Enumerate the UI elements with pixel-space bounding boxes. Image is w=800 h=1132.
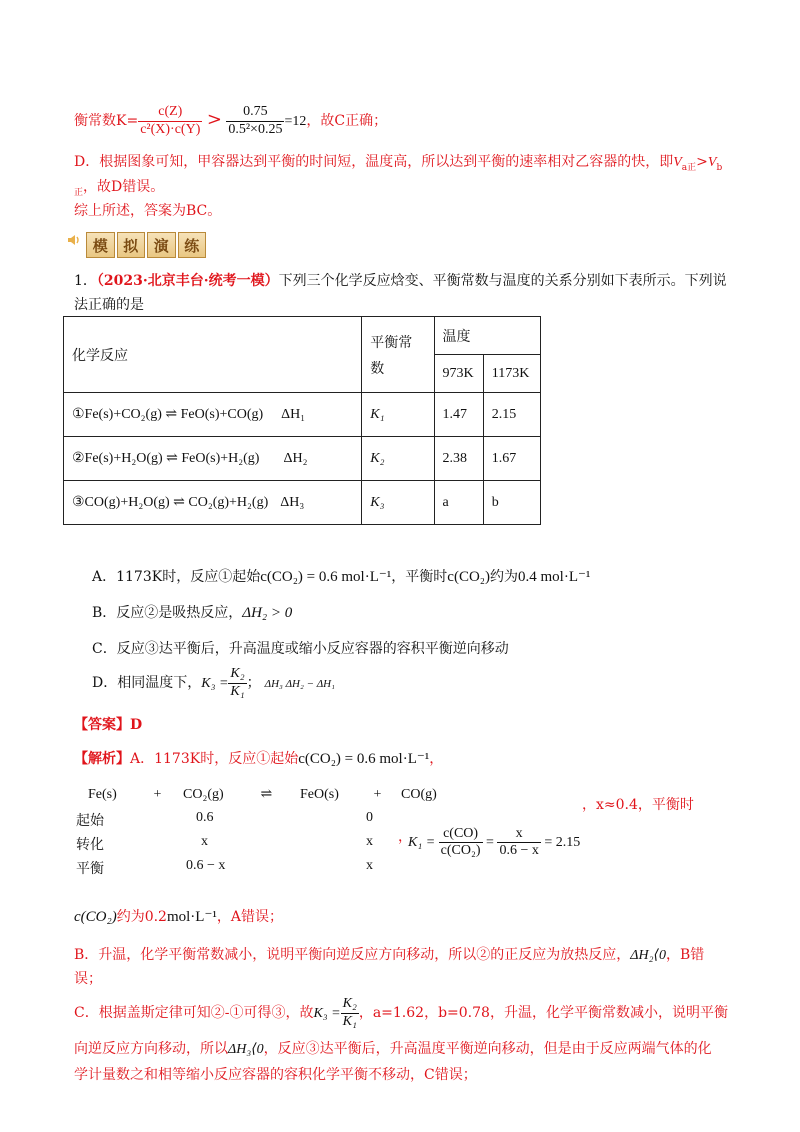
option-b: B．反应②是吸热反应，ΔH₂ > 0 xyxy=(92,605,293,621)
header-t1: 973K xyxy=(434,355,483,393)
ice-co-change: x xyxy=(366,834,373,849)
ice-label-eq: 平衡 xyxy=(76,861,104,877)
prev-c-correct: ，故C正确； xyxy=(306,113,388,129)
analysis-label: 【解析】 xyxy=(74,751,130,767)
prev-summary: 综上所述，答案为BC。 xyxy=(74,203,222,219)
ice-comma: ， xyxy=(398,829,412,845)
ice-co2-eq: 0.6 − x xyxy=(186,858,226,873)
analysis-c-line1: C．根据盖斯定律可知②-①可得③，故K₃ = $\frac{\text{K₂}}{\text{K₁}}$ ，a=1.62，b=0.78，升温，化学平衡常数减小，说明平衡 xyxy=(74,996,728,1029)
header-reaction: 化学反应 xyxy=(64,317,362,393)
table-row: ①Fe(s)+CO₂(g) ⇌ FeO(s)+CO(g) ΔH₁ K₁ 1.47 2.15 xyxy=(64,393,541,437)
header-t2: 1173K xyxy=(483,355,540,393)
prev-k-fraction: $\frac{c(Z)}{\text{c²(X)·c(Y)}}$ xyxy=(140,104,201,137)
badge-char-1: 模 xyxy=(86,232,115,258)
ice-label-start: 起始 xyxy=(76,813,104,829)
speaker-icon xyxy=(66,232,82,248)
question-number: 1． xyxy=(74,273,97,289)
prev-value-fraction: $\frac{0.75}{\text{0.5²×0.25}}$ xyxy=(228,104,283,137)
table-row: ②Fe(s)+H₂O(g) ⇌ FeO(s)+H₂(g) ΔH₂ K₂ 2.38 1.67 xyxy=(64,437,541,481)
analysis-a-line: 【解析】A．1173K时，反应①起始c(CO₂) = 0.6 mol·L⁻¹， xyxy=(74,751,444,767)
header-k: 平衡常 数 xyxy=(362,317,434,393)
question-stem-line1: 1．（2023·北京丰台·统考一模）下列三个化学反应焓变、平衡常数与温度的关系分别如下表所示。下列说 xyxy=(74,273,727,289)
prev-gt: > xyxy=(206,109,222,130)
badge-char-3: 演 xyxy=(147,232,176,258)
analysis-c-line2: 向逆反应方向移动，所以ΔH₃⟨0，反应③达平衡后，升高温度平衡逆向移动，但是由于反应两端气体的化 xyxy=(74,1041,712,1057)
ice-equation: Fe(s) + CO₂(g) ⇌ FeO(s) + CO(g) xyxy=(88,787,437,802)
prev-k-line xyxy=(74,104,387,138)
ice-co-start: 0 xyxy=(366,810,373,825)
reaction-table xyxy=(63,316,541,525)
header-temp: 温度 xyxy=(434,317,540,355)
ice-co2-change: x xyxy=(201,834,208,849)
badge-char-4: 练 xyxy=(178,232,207,258)
ice-co-eq: x xyxy=(366,858,373,873)
option-d: D．相同温度下，K₃ = $\frac{\text{K₂}}{\text{K₁}}$ ； ΔH₃ ΔH₂ − ΔH₁ xyxy=(92,666,335,699)
option-c: C．反应③达平衡后，升高温度或缩小反应容器的容积平衡逆向移动 xyxy=(92,641,509,657)
analysis-c-line3: 学计量数之和相等缩小反应容器的容积化学平衡不移动，C错误； xyxy=(74,1067,477,1083)
prev-d-line: D．根据图象可知，甲容器达到平衡的时间短，温度高，所以达到平衡的速率相对乙容器的快，即$V_{a正}>V_b$ xyxy=(74,154,723,173)
table-row: ③CO(g)+H₂O(g) ⇌ CO₂(g)+H₂(g) ΔH₃ K₃ a b xyxy=(64,481,541,525)
option-a: A．1173K时，反应①起始c(CO₂) = 0.6 mol·L⁻¹，平衡时c(CO₂)约为0.4 mol·L⁻¹ xyxy=(92,569,591,585)
prev-k-label: 衡常数K= xyxy=(74,113,139,129)
section-badge xyxy=(86,232,206,258)
x-result: ，x≈0.4，平衡时 xyxy=(582,797,694,813)
prev-eq12: =12 xyxy=(284,114,307,129)
analysis-b-line: B．升温，化学平衡常数减小，说明平衡向逆反应方向移动，所以②的正反应为放热反应，ΔH₂⟨0，B错 xyxy=(74,947,705,963)
prev-d-line2: $_正$，故D错误。 xyxy=(74,179,165,198)
ice-label-change: 转化 xyxy=(76,837,104,853)
answer-label: 【答案】D xyxy=(74,717,143,733)
question-stem-line2: 法正确的是 xyxy=(74,297,144,313)
badge-char-2: 拟 xyxy=(117,232,146,258)
conc-line: c(CO₂)约为0.2mol·L⁻¹，A错误； xyxy=(74,909,284,925)
analysis-b-line2: 误； xyxy=(74,971,102,987)
ice-co2-start: 0.6 xyxy=(196,810,214,825)
question-source: （2023·北京丰台·统考一模） xyxy=(96,273,279,289)
k1-expression: K₁ = $\frac{c(CO)}{\text{c(CO₂)}}$ = $\frac{x}{0.6 - x}$ = 2.15 xyxy=(408,826,581,859)
